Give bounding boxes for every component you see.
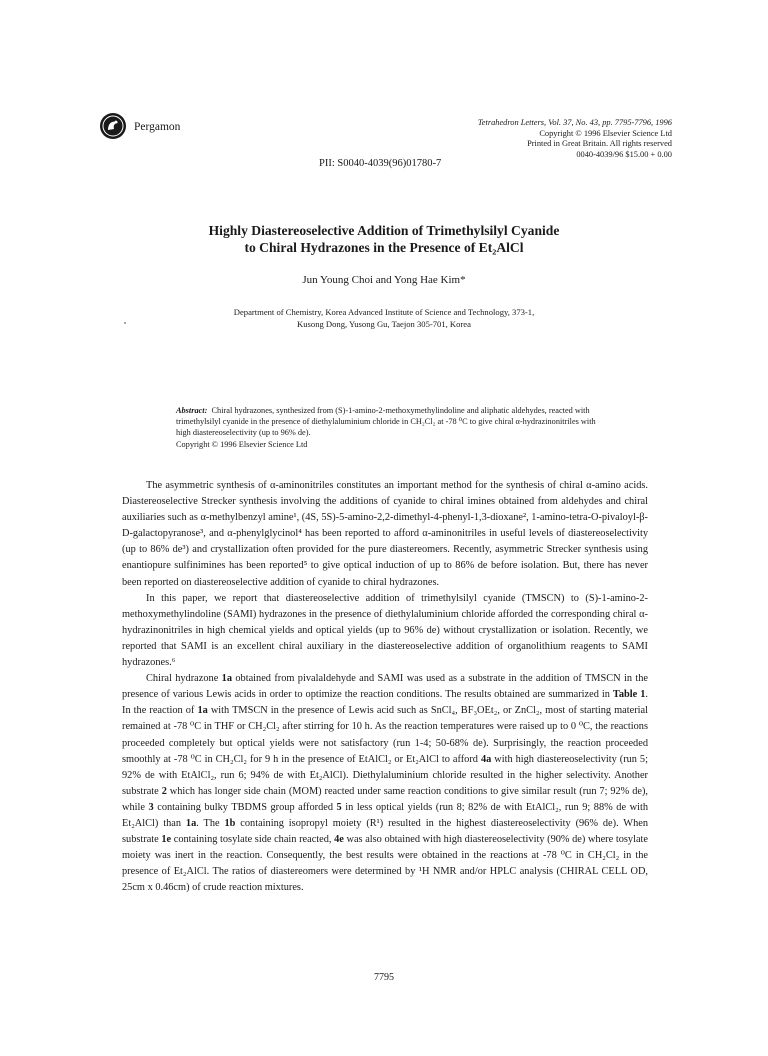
pii-identifier: PII: S0040-4039(96)01780-7 bbox=[319, 158, 442, 169]
title-line-2: to Chiral Hydrazones in the Presence of Et₂AlCl bbox=[244, 240, 524, 255]
compound-ref: 1a bbox=[197, 705, 208, 717]
abstract-text: Chiral hydrazones, synthesized from (S)-1-amino-2-methoxymethylindoline and aliphatic aldehydes, reacted with trimethylsilyl cyanide in the presence of diethylaluminium chloride in CH₂Cl₂ at -78 ⁰C to give chiral α-hydrazinonitriles with high diastereoselectivity (up to 96% de). bbox=[176, 406, 596, 438]
text-run: with high diastereoselectivity (run 5; 92% de with EtAlCl₂, run 6; 94% de with Et₂AlCl). Diethylaluminium chloride resulted in the higher selectivity. Another substrate bbox=[122, 753, 648, 797]
copyright-line: Copyright © 1996 Elsevier Science Ltd bbox=[539, 128, 672, 138]
paragraph-2: In this paper, we report that diastereoselective addition of trimethylsilyl cyanide (TMSCN) to (S)-1-amino-2-methoxymethylindoline (SAMI) hydrazones in the presence of diethylaluminium chloride afforded the corresponding chiral α-hydrazinonitriles in high chemical yields and optical yields (up to 96% de) without crystallization or isolation. Recently, we reported that SAMI is an excellent chiral auxiliary in the diastereoselective addition of organolithium reagents to SAMI hydrazones.⁶ bbox=[122, 592, 648, 669]
compound-ref: 1b bbox=[224, 817, 236, 829]
publisher-name: Pergamon bbox=[134, 121, 181, 133]
compound-ref: 2 bbox=[161, 785, 167, 797]
paragraph-3 bbox=[122, 671, 648, 896]
text-run: containing bulky TBDMS group afforded bbox=[153, 801, 337, 813]
authors: Jun Young Choi and Yong Hae Kim* bbox=[302, 274, 466, 286]
affiliation-line-1: Department of Chemistry, Korea Advanced Institute of Science and Technology, 373-1, bbox=[233, 307, 535, 317]
title-line-1: Highly Diastereoselective Addition of Trimethylsilyl Cyanide bbox=[208, 223, 560, 238]
scan-speck bbox=[124, 322, 126, 324]
abstract-copyright: Copyright © 1996 Elsevier Science Ltd bbox=[176, 439, 308, 449]
affiliation bbox=[150, 307, 618, 330]
journal-citation-line: Tetrahedron Letters, Vol. 37, No. 43, pp. 7795-7796, 1996 bbox=[477, 118, 672, 127]
affiliation-line-2: Kusong Dong, Yusong Gu, Taejon 305-701, Korea bbox=[297, 318, 471, 329]
text-run: obtained from pivalaldehyde and SAMI was used as a substrate in the addition of TMSCN in the presence of various Lewis acids in order to optimize the reaction conditions. The results obtained are summarized in bbox=[122, 673, 648, 701]
text-run: with TMSCN in the presence of Lewis acid such as SnCl₄, BF₃OEt₂, or ZnCl₂, most of starting material remained at -78 ⁰C in THF or CH₂Cl₂ after stirring for 10 h. As the reaction temperatures were raised up to 0 ⁰C, the reactions proceeded completely but optical yields were not satisfactory (run 1-4; 50-68% de). Surprisingly, the reaction proceeded smoothly at -78 ⁰C in CH₂Cl₂ for 9 h in the presence of EtAlCl₂ or Et₂AlCl to afford bbox=[122, 705, 648, 765]
article-title bbox=[120, 222, 648, 256]
rights-line: Printed in Great Britain. All rights reserved bbox=[527, 139, 672, 148]
compound-ref: 1a bbox=[221, 673, 232, 685]
paragraph-1: The asymmetric synthesis of α-aminonitriles constitutes an important method for the synthesis of chiral α-amino acids. Diastereoselective Strecker synthesis involving the additions of cyanide to chiral imines obtained from aldehydes and chiral auxiliaries such as α-methylbenzyl amine¹, (4S, 5S)-5-amino-2,2-dimethyl-4-phenyl-1,3-dioxane², 1-amino-tetra-O-pivaloyl-β-D-galactopyranose³, and α-phenylglycinol⁴ has been reported to afford α-aminonitriles in useful levels of diastereoselectivity (up to 86% de³) and crystallization often provided for the pure diastereomers. Recently, asymmetric Strecker synthesis using enantiopure sulfinimines has been reported⁵ to give optical induction of up to 86% de before isolation. But, there has never been reported on diastereoselective addition of cyanide to chiral hydrazones. bbox=[122, 480, 648, 588]
text-run: Chiral hydrazone bbox=[146, 673, 222, 685]
text-run: . The bbox=[196, 817, 225, 829]
price-line: 0040-4039/96 $15.00 + 0.00 bbox=[576, 149, 672, 159]
pergamon-logo-icon bbox=[99, 112, 127, 140]
compound-ref: 5 bbox=[336, 801, 342, 813]
text-run: which has longer side chain (MOM) reacted under same reaction conditions to give similar result (run 7; 92% de), while bbox=[122, 785, 649, 813]
article-body bbox=[122, 478, 648, 896]
text-run: containing tosylate side chain reacted, bbox=[171, 834, 335, 846]
compound-ref: 4e bbox=[334, 834, 344, 846]
compound-ref: 1a bbox=[185, 817, 197, 829]
compound-ref: 4a bbox=[480, 753, 492, 765]
text-run: in less optical yields (run 8; 82% de with EtAlCl₂, run 9; 88% de with Et₂AlCl) than bbox=[122, 801, 648, 829]
text-run: was also obtained with high diastereoselectivity (90% de) where tosylate moiety was inert in the reaction. Consequently, the best results were obtained in the reactions at -78 ⁰C in CH₂Cl₂ in the presence of Et₂AlCl. The ratios of diastereomers were determined by ¹H NMR and/or HPLC analysis (CHIRAL CELL OD, 25cm x 0.46cm) of crude reaction mixtures. bbox=[122, 834, 648, 894]
text-run: . In the reaction of bbox=[122, 689, 648, 717]
abstract-label: Abstract: bbox=[176, 406, 208, 415]
text-run: containing isopropyl moiety (R¹) resulted in the highest diastereoselectivity (96% de). When substrate bbox=[122, 817, 649, 846]
compound-ref: 1e bbox=[161, 834, 172, 846]
abstract bbox=[176, 405, 596, 450]
abstract-body bbox=[176, 405, 596, 439]
page-number: 7795 bbox=[374, 972, 394, 983]
table-ref: Table 1 bbox=[612, 689, 646, 701]
compound-ref: 3 bbox=[148, 801, 154, 813]
journal-citation bbox=[478, 118, 672, 160]
